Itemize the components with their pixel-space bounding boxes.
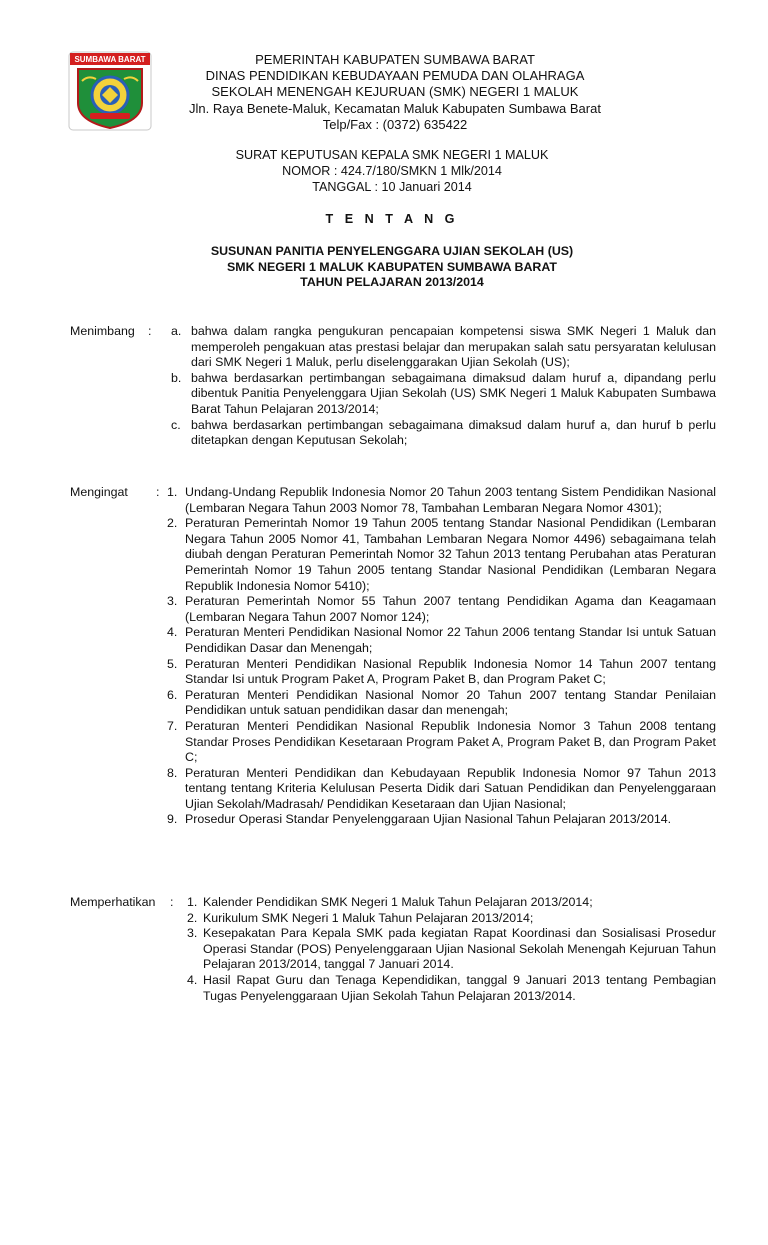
decree-title-line: SURAT KEPUTUSAN KEPALA SMK NEGERI 1 MALUK — [235, 148, 549, 162]
list-marker: 7. — [167, 718, 178, 733]
list-marker: 4. — [187, 972, 198, 987]
list-marker: 4. — [167, 625, 178, 640]
menimbang-label: Menimbang — [70, 324, 135, 338]
list-item — [187, 972, 716, 1004]
list-item — [167, 812, 716, 828]
mengingat-section — [70, 485, 716, 828]
list-item — [171, 370, 716, 418]
list-item-text: Kesepakatan Para Kepala SMK pada kegiatan Rapat Koordinasi dan Sosialisasi Prosedur Operasi Standar (POS) Penyelenggaraan Ujian Nasional Sekolah Menengah Kejuruan Tahun Pelajaran 2013/2014, tanggal 7 Januari 2014. — [203, 926, 716, 972]
section-colon: : — [156, 485, 160, 499]
mengingat-label: Mengingat — [70, 485, 128, 499]
list-marker: 3. — [187, 926, 198, 941]
list-item-text: Peraturan Menteri Pendidikan Nasional Republik Indonesia Nomor 3 Tahun 2008 tentang Standar Proses Pendidikan Kesetaraan Program Paket A, Program Paket B, dan Program Paket C; — [185, 718, 716, 765]
list-item — [187, 895, 716, 911]
list-item-text: Peraturan Menteri Pendidikan Nasional Nomor 22 Tahun 2006 tentang Standar Isi untuk Satuan Pendidikan Dasar dan Menengah; — [185, 625, 716, 655]
subject-line: SMK NEGERI 1 MALUK KABUPATEN SUMBAWA BARAT — [227, 259, 557, 274]
sumbawa-barat-logo — [68, 51, 152, 131]
list-item-text: Peraturan Pemerintah Nomor 55 Tahun 2007 tentang Pendidikan Agama dan Keagamaan (Lembaran Negara Tahun 2007 Nomor 124); — [185, 594, 716, 624]
list-item — [167, 516, 716, 594]
menimbang-section — [70, 324, 716, 449]
decree-number: NOMOR : 424.7/180/SMKN 1 Mlk/2014 — [282, 164, 502, 178]
subject-line: TAHUN PELAJARAN 2013/2014 — [300, 275, 484, 290]
letterhead — [160, 52, 630, 133]
list-item — [187, 926, 716, 973]
list-item — [167, 656, 716, 688]
list-marker: 2. — [187, 910, 198, 925]
list-item — [167, 625, 716, 656]
letterhead-line-department: DINAS PENDIDIKAN KEBUDAYAAN PEMUDA DAN OLAHRAGA — [205, 68, 585, 84]
decree-subject — [160, 244, 624, 291]
subject-line: SUSUNAN PANITIA PENYELENGGARA UJIAN SEKOLAH (US) — [210, 244, 574, 258]
memperhatikan-section — [70, 895, 716, 1004]
list-item-text: Prosedur Operasi Standar Penyelenggaraan Ujian Nasional Tahun Pelajaran 2013/2014. — [185, 812, 672, 827]
list-item-text: bahwa berdasarkan pertimbangan sebagaimana dimaksud dalam huruf a, dan huruf b perlu ditetapkan dengan Keputusan Sekolah; — [191, 417, 716, 448]
list-marker: c. — [171, 417, 181, 432]
logo-text: SUMBAWA BARAT — [74, 55, 146, 64]
list-marker: 1. — [187, 895, 198, 909]
list-item — [167, 765, 716, 813]
list-item-text: Peraturan Menteri Pendidikan dan Kebudayaan Republik Indonesia Nomor 97 Tahun 2013 tentang tentang Kriteria Kelulusan Peserta Didik dari Satuan Pendidikan dan Penyelenggaraan Ujian Sekolah/Madrasah/ Pendidikan Kesetaraan dan Ujian Nasional; — [185, 765, 716, 811]
list-item-text: Undang-Undang Republik Indonesia Nomor 20 Tahun 2003 tentang Sistem Pendidikan Nasional (Lembaran Negara Tahun 2003 Nomor 78, Tambahan Lembaran Negara Nomor 4301); — [185, 485, 716, 515]
letterhead-line-government: PEMERINTAH KABUPATEN SUMBAWA BARAT — [255, 52, 535, 67]
decree-title — [160, 147, 624, 195]
list-item-text: Kurikulum SMK Negeri 1 Maluk Tahun Pelajaran 2013/2014; — [203, 910, 534, 925]
list-marker: 1. — [167, 485, 178, 499]
list-item-text: Kalender Pendidikan SMK Negeri 1 Maluk Tahun Pelajaran 2013/2014; — [203, 895, 593, 909]
list-item — [187, 910, 716, 927]
letterhead-line-phone: Telp/Fax : (0372) 635422 — [322, 116, 468, 132]
list-item-text: bahwa dalam rangka pengukuran pencapaian kompetensi siswa SMK Negeri 1 Maluk dan memperoleh pengakuan atas prestasi belajar dan merupakan salah satu persyaratan kelulusan dari SMK Negeri 1 Maluk, perlu diselenggarakan Ujian Sekolah (US); — [191, 324, 716, 370]
list-marker: 3. — [167, 594, 178, 609]
list-item-text: bahwa berdasarkan pertimbangan sebagaimana dimaksud dalam huruf a, dipandang perlu dibentuk Panitia Penyelenggara Ujian Sekolah (US) SMK Negeri 1 Maluk Kabupaten Sumbawa Barat Tahun Pelajaran 2013/2014; — [191, 370, 716, 416]
tentang-heading: T E N T A N G — [325, 212, 459, 226]
decree-date: TANGGAL : 10 Januari 2014 — [312, 180, 472, 194]
list-marker: 2. — [167, 516, 178, 531]
list-marker: 6. — [167, 687, 178, 702]
section-colon: : — [170, 895, 174, 909]
list-marker: 9. — [167, 812, 178, 827]
list-item — [167, 485, 716, 516]
list-item-text: Hasil Rapat Guru dan Tenaga Kependidikan, tanggal 9 Januari 2013 tentang Pembagian Tugas Penyelenggaraan Ujian Sekolah Tahun Pelajaran 2013/2014. — [203, 972, 716, 1003]
list-marker: 5. — [167, 656, 178, 671]
letterhead-line-address: Jln. Raya Benete-Maluk, Kecamatan Maluk Kabupaten Sumbawa Barat — [189, 100, 601, 116]
list-marker: b. — [171, 370, 182, 385]
list-item — [171, 324, 716, 371]
list-marker: 8. — [167, 765, 178, 780]
letterhead-line-school: SEKOLAH MENENGAH KEJURUAN (SMK) NEGERI 1 MALUK — [211, 84, 579, 100]
list-item-text: Peraturan Menteri Pendidikan Nasional Nomor 20 Tahun 2007 tentang Standar Penilaian Pendidikan untuk satuan pendidikan dasar dan menengah; — [185, 687, 716, 718]
list-item — [171, 417, 716, 449]
list-marker: a. — [171, 324, 182, 338]
section-colon: : — [148, 324, 152, 338]
list-item-text: Peraturan Pemerintah Nomor 19 Tahun 2005 tentang Standar Nasional Pendidikan (Lembaran Negara Tahun 2005 Nomor 41, Tambahan Lembaran Negara Nomor 4496) sebagaimana telah diubah dengan Peraturan Pemerintah Nomor 32 Tahun 2013 tentang Perubahan atas Peraturan Pemerintah Nomor 19 Tahun 2005 tentang Standar Nasional Pendidikan (Lembaran Negara Republik Indonesia Nomor 5410); — [185, 516, 716, 593]
memperhatikan-label: Memperhatikan — [70, 895, 156, 909]
list-item — [167, 687, 716, 719]
list-item — [167, 718, 716, 766]
list-item — [167, 594, 716, 625]
list-item-text: Peraturan Menteri Pendidikan Nasional Republik Indonesia Nomor 14 Tahun 2007 tentang Standar Isi untuk Program Paket A, Program Paket B, dan Program Paket C; — [185, 656, 716, 687]
